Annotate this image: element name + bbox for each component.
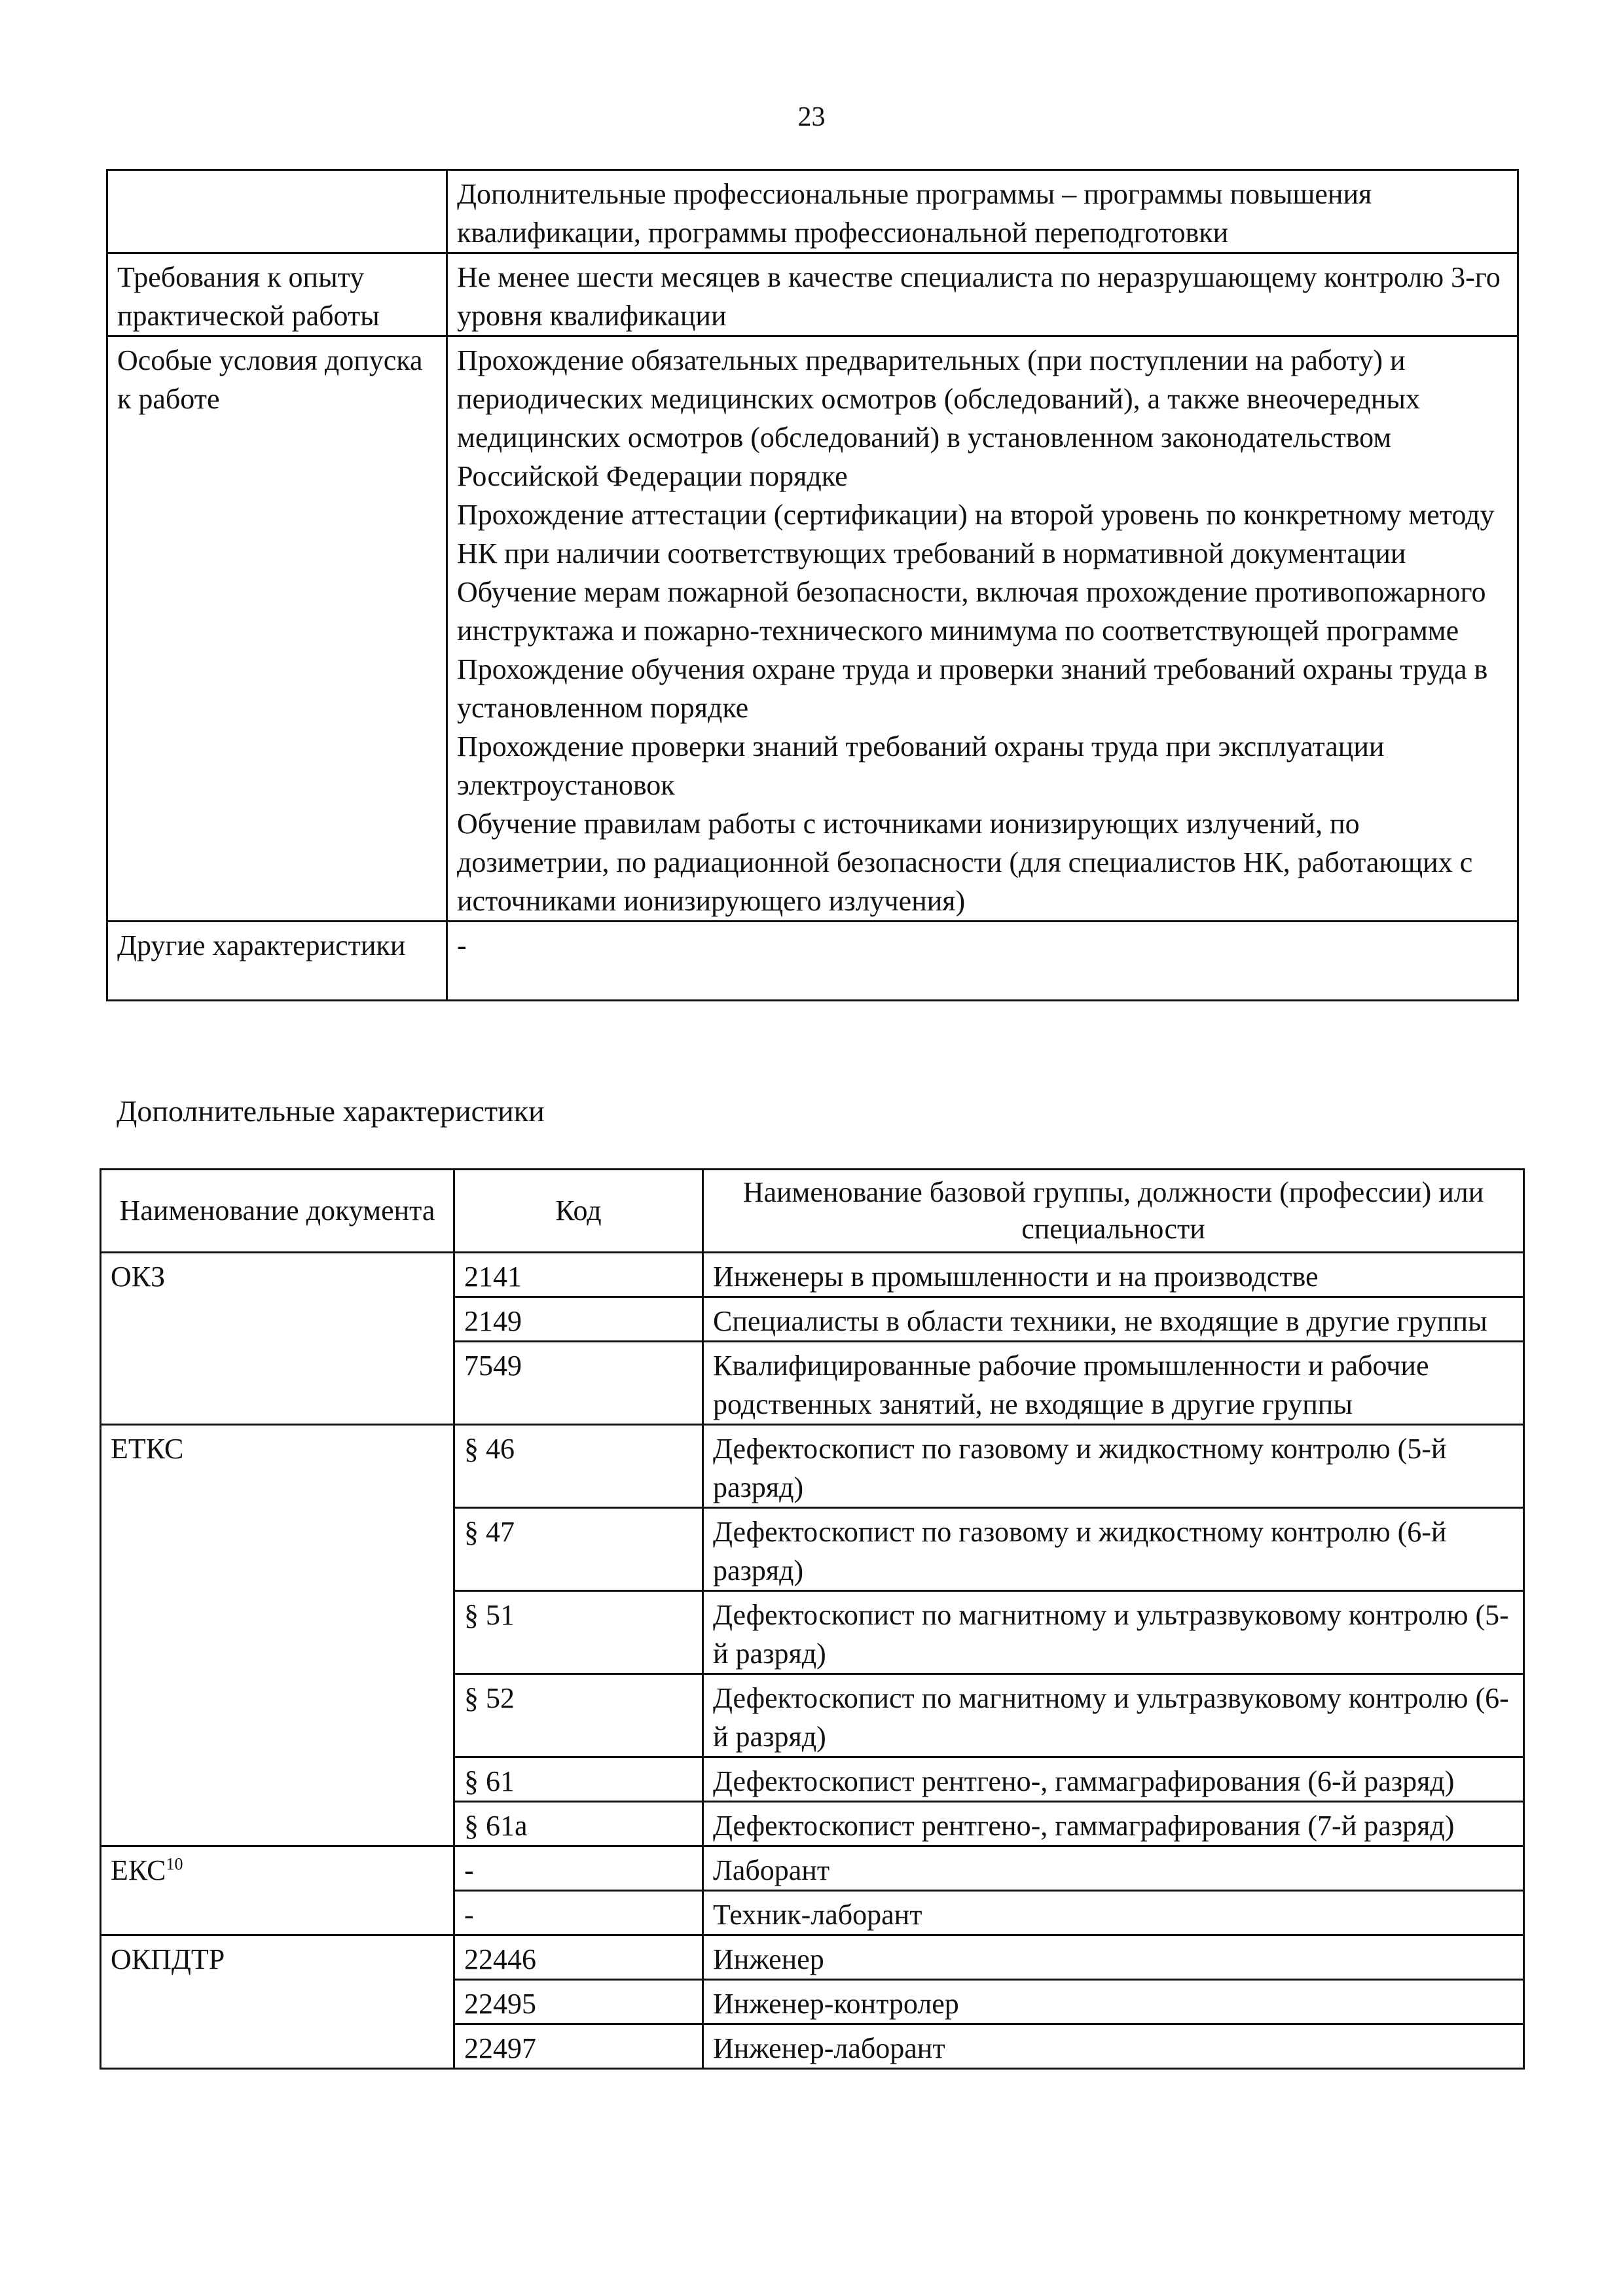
code-cell: § 51: [454, 1591, 703, 1674]
code-cell: § 46: [454, 1425, 703, 1508]
document-name-cell: [101, 1935, 454, 2069]
occupation-name-cell: Дефектоскопист по магнитному и ультразвуковому контролю (6-й разряд): [703, 1674, 1524, 1757]
occupation-name-cell: Дефектоскопист рентгено-, гаммаграфирования (6-й разряд): [703, 1757, 1524, 1802]
document-name-cell: [101, 1253, 454, 1425]
code-cell: § 47: [454, 1508, 703, 1591]
other-value: -: [447, 922, 1518, 1001]
section-heading: Дополнительные характеристики: [117, 1094, 545, 1128]
experience-row: [107, 253, 1518, 336]
special-conditions-row: [107, 336, 1518, 922]
header-code: Код: [454, 1170, 703, 1253]
code-cell: 22495: [454, 1980, 703, 2024]
other-row: [107, 922, 1518, 1001]
other-label: Другие характеристики: [107, 922, 447, 1001]
experience-label: Требования к опыту практической работы: [107, 253, 447, 336]
header-doc: Наименование документа: [101, 1170, 454, 1253]
occupation-name-cell: Дефектоскопист по магнитному и ультразвуковому контролю (5-й разряд): [703, 1591, 1524, 1674]
occupation-name-cell: Инженер-лаборант: [703, 2024, 1524, 2069]
occupation-name-cell: Квалифицированные рабочие промышленности и рабочие родственных занятий, не входящие в другие группы: [703, 1342, 1524, 1425]
document-name-cell: [101, 1425, 454, 1846]
header-row: [101, 1170, 1524, 1253]
occupation-name-cell: Лаборант: [703, 1846, 1524, 1891]
occupation-name-cell: Инженер: [703, 1935, 1524, 1980]
code-cell: 22446: [454, 1935, 703, 1980]
document-name: ЕТКС: [111, 1433, 184, 1465]
table-row: [101, 1253, 1524, 1297]
document-name-cell: [101, 1846, 454, 1935]
code-cell: 22497: [454, 2024, 703, 2069]
code-cell: § 61а: [454, 1802, 703, 1846]
table-row: [101, 1935, 1524, 1980]
education-value: Дополнительные профессиональные программы – программы повышения квалификации, программы профессиональной переподготовки: [447, 170, 1518, 253]
code-cell: -: [454, 1891, 703, 1935]
code-cell: -: [454, 1846, 703, 1891]
special-condition-item: Прохождение обучения охране труда и проверки знаний требований охраны труда в установленном порядке: [457, 653, 1488, 724]
occupation-name-cell: Инженер-контролер: [703, 1980, 1524, 2024]
page-number: 23: [797, 102, 826, 132]
header-name: Наименование базовой группы, должности (профессии) или специальности: [703, 1170, 1524, 1253]
additional-characteristics-table: [100, 1168, 1525, 2070]
education-row: [107, 170, 1518, 253]
special-condition-item: Обучение мерам пожарной безопасности, включая прохождение противопожарного инструктажа и пожарно-технического минимума по соответствующей программе: [457, 576, 1486, 647]
education-label-cell: [107, 170, 447, 253]
code-cell: 2149: [454, 1297, 703, 1342]
special-conditions-label: Особые условия допуска к работе: [107, 336, 447, 922]
table-row: [101, 1425, 1524, 1508]
occupation-name-cell: Дефектоскопист по газовому и жидкостному контролю (6-й разряд): [703, 1508, 1524, 1591]
footnote-reference: 10: [166, 1854, 183, 1874]
code-cell: § 52: [454, 1674, 703, 1757]
occupation-name-cell: Специалисты в области техники, не входящие в другие группы: [703, 1297, 1524, 1342]
special-condition-item: Прохождение проверки знаний требований охраны труда при эксплуатации электроустановок: [457, 730, 1385, 801]
occupation-name-cell: Дефектоскопист рентгено-, гаммаграфирования (7-й разряд): [703, 1802, 1524, 1846]
special-conditions-list: [447, 336, 1518, 922]
special-condition-item: Прохождение обязательных предварительных (при поступлении на работу) и периодических медицинских осмотров (обследований), а также внеочередных медицинских осмотров (обследований) в установленном законодательством Российской Федерации порядке: [457, 344, 1420, 492]
requirements-table: [106, 169, 1519, 1001]
document-name: ОКЗ: [111, 1261, 166, 1293]
code-cell: § 61: [454, 1757, 703, 1802]
document-name: ЕКС: [111, 1854, 166, 1886]
table-row: [101, 1846, 1524, 1891]
code-cell: 2141: [454, 1253, 703, 1297]
document-name: ОКПДТР: [111, 1943, 225, 1975]
special-condition-item: Прохождение аттестации (сертификации) на второй уровень по конкретному методу НК при наличии соответствующих требований в нормативной документации: [457, 499, 1495, 569]
special-condition-item: Обучение правилам работы с источниками ионизирующих излучений, по дозиметрии, по радиационной безопасности (для специалистов НК, работающих с источниками ионизирующего излучения): [457, 808, 1473, 917]
occupation-name-cell: Техник-лаборант: [703, 1891, 1524, 1935]
occupation-name-cell: Дефектоскопист по газовому и жидкостному контролю (5-й разряд): [703, 1425, 1524, 1508]
code-cell: 7549: [454, 1342, 703, 1425]
experience-value: Не менее шести месяцев в качестве специалиста по неразрушающему контролю 3-го уровня квалификации: [447, 253, 1518, 336]
occupation-name-cell: Инженеры в промышленности и на производстве: [703, 1253, 1524, 1297]
